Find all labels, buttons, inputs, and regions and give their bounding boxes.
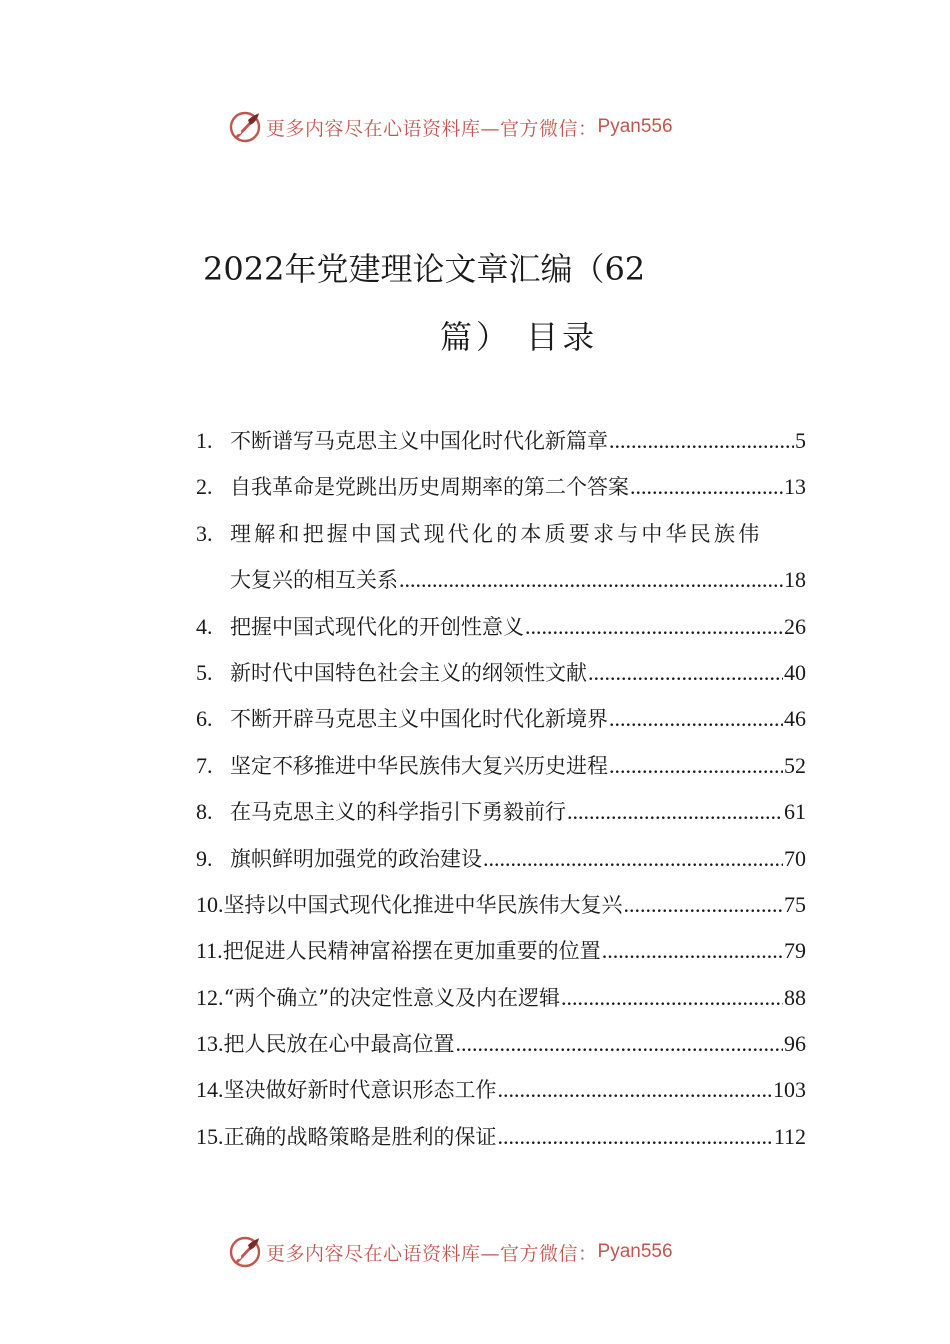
toc-entry-page: 75 xyxy=(784,891,806,917)
toc-entry-number: 12. xyxy=(196,984,224,1010)
toc-entry-page: 13 xyxy=(784,474,806,500)
toc-entry[interactable] xyxy=(196,464,806,510)
toc-entry-page: 40 xyxy=(784,659,806,685)
toc-leader-dots xyxy=(561,975,783,1021)
toc-entry-page: 112 xyxy=(773,1123,806,1149)
toc-entry-number: 6. xyxy=(196,706,213,732)
table-of-contents xyxy=(196,418,806,1160)
toc-entry-title: 正确的战略策略是胜利的保证 xyxy=(223,1124,497,1149)
toc-entry-number: 15. xyxy=(196,1123,224,1149)
banner-wechat-id: Pyan556 xyxy=(597,1241,673,1262)
toc-entry-title: 新时代中国特色社会主义的纲领性文献 xyxy=(230,660,587,685)
toc-entry[interactable] xyxy=(196,696,806,742)
toc-entry[interactable] xyxy=(196,1021,806,1067)
toc-entry-title: 在马克思主义的科学指引下勇毅前行 xyxy=(230,800,566,825)
toc-entry-page: 5 xyxy=(795,428,806,453)
toc-entry-page: 70 xyxy=(784,845,806,871)
toc-leader-dots xyxy=(609,418,794,464)
toc-entry-number: 10. xyxy=(196,891,224,917)
toc-entry-number: 3. xyxy=(196,520,213,546)
banner-text: 更多内容尽在心语资料库—官方微信： xyxy=(266,117,598,140)
toc-entry-page: 26 xyxy=(784,613,806,639)
toc-entry-page: 96 xyxy=(784,1031,806,1057)
banner-wechat-id: Pyan556 xyxy=(597,116,673,137)
toc-entry[interactable] xyxy=(196,836,806,882)
toc-entry-title-continued: 大复兴的相互关系 xyxy=(230,568,398,593)
toc-entry[interactable] xyxy=(196,1114,806,1160)
toc-entry[interactable] xyxy=(196,418,806,464)
banner-text: 更多内容尽在心语资料库—官方微信： xyxy=(266,1242,598,1265)
header-banner xyxy=(228,108,673,146)
toc-leader-dots xyxy=(399,557,783,603)
toc-entry[interactable] xyxy=(196,604,806,650)
toc-leader-dots xyxy=(456,1021,784,1067)
toc-leader-dots xyxy=(630,464,783,510)
document-title-line-2: 篇） 目录 xyxy=(440,318,599,356)
toc-entry-title: “两个确立”的决定性意义及内在逻辑 xyxy=(223,985,560,1010)
toc-entry[interactable] xyxy=(196,511,806,557)
toc-entry-title: 把促进人民精神富裕摆在更加重要的位置 xyxy=(222,939,601,964)
toc-leader-dots xyxy=(498,1067,773,1113)
toc-entry-title: 坚持以中国式现代化推进中华民族伟大复兴 xyxy=(223,892,623,917)
toc-entry-page: 18 xyxy=(784,567,806,593)
toc-leader-dots xyxy=(624,882,784,928)
toc-entry-continuation[interactable] xyxy=(196,557,806,603)
toc-leader-dots xyxy=(588,650,783,696)
toc-entry[interactable] xyxy=(196,743,806,789)
toc-entry-page: 79 xyxy=(784,938,806,964)
toc-leader-dots xyxy=(498,1114,773,1160)
toc-entry-title: 把握中国式现代化的开创性意义 xyxy=(230,614,524,639)
toc-entry[interactable] xyxy=(196,1067,806,1113)
footer-banner xyxy=(228,1233,673,1271)
toc-entry-title: 坚定不移推进中华民族伟大复兴历史进程 xyxy=(230,753,608,778)
toc-entry[interactable] xyxy=(196,928,806,974)
toc-entry-number: 9. xyxy=(196,845,213,871)
toc-entry[interactable] xyxy=(196,882,806,928)
document-title-line-1: 2022年党建理论文章汇编（62 xyxy=(203,250,646,288)
toc-entry-title: 自我革命是党跳出历史周期率的第二个答案 xyxy=(230,475,629,500)
toc-entry-page: 103 xyxy=(773,1077,806,1103)
toc-entry-number: 7. xyxy=(196,752,213,778)
toc-entry-title: 旗帜鲜明加强党的政治建设 xyxy=(230,846,482,871)
toc-entry-number: 14. xyxy=(196,1077,224,1103)
toc-entry-number: 8. xyxy=(196,799,213,825)
toc-entry-number: 2. xyxy=(196,474,213,500)
toc-entry-title: 理解和把握中国式现代化的本质要求与中华民族伟 xyxy=(230,521,763,546)
toc-leader-dots xyxy=(602,928,783,974)
toc-leader-dots xyxy=(483,836,783,882)
toc-entry-title: 坚决做好新时代意识形态工作 xyxy=(223,1078,497,1103)
toc-leader-dots xyxy=(609,696,783,742)
quill-logo-icon xyxy=(228,1235,262,1269)
toc-entry-title: 把人民放在心中最高位置 xyxy=(223,1032,455,1057)
toc-entry-page: 88 xyxy=(784,984,806,1010)
toc-entry-title: 不断开辟马克思主义中国化时代化新境界 xyxy=(230,707,608,732)
toc-leader-dots xyxy=(609,743,783,789)
toc-entry[interactable] xyxy=(196,975,806,1021)
toc-entry-number: 13. xyxy=(196,1031,224,1057)
toc-entry-title: 不断谱写马克思主义中国化时代化新篇章 xyxy=(230,429,608,453)
toc-entry-number: 11. xyxy=(196,938,223,964)
toc-entry-number: 1. xyxy=(196,428,213,453)
toc-entry-number: 5. xyxy=(196,659,213,685)
toc-leader-dots xyxy=(525,604,783,650)
toc-entry[interactable] xyxy=(196,789,806,835)
quill-logo-icon xyxy=(228,110,262,144)
toc-entry[interactable] xyxy=(196,650,806,696)
toc-entry-page: 46 xyxy=(784,706,806,732)
toc-entry-number: 4. xyxy=(196,613,213,639)
toc-entry-page: 61 xyxy=(784,799,806,825)
toc-leader-dots xyxy=(567,789,783,835)
toc-entry-page: 52 xyxy=(784,752,806,778)
